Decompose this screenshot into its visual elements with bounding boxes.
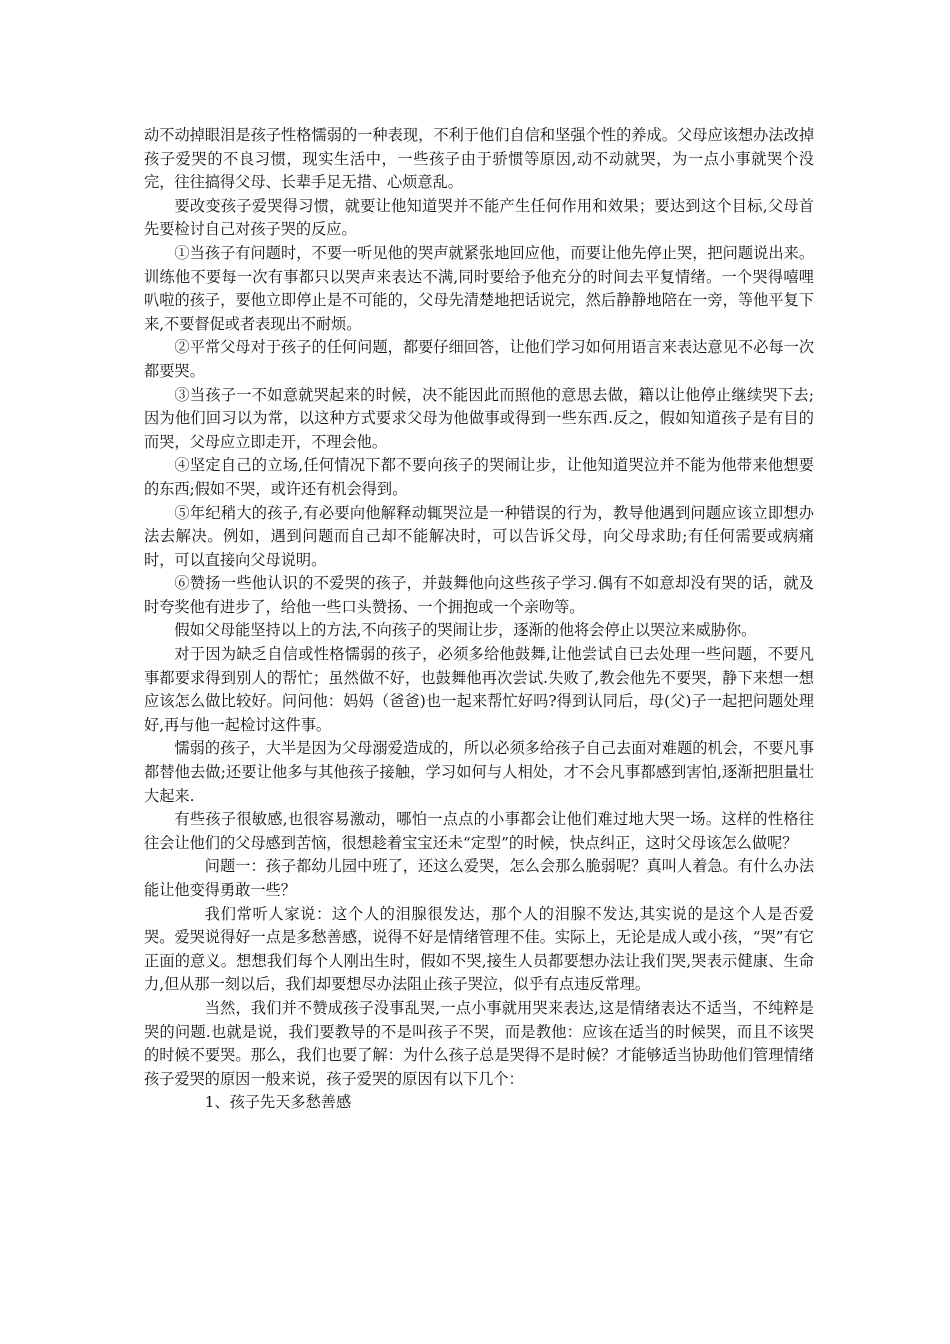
paragraph-tip-1: ①当孩子有问题时，不要一听见他的哭声就紧张地回应他，而要让他先停止哭，把问题说出来。训练他不要每一次有事都只以哭声来表达不满,同时要给予他充分的时间去平复情绪。一个哭得嘻哩叭啦的孩子，要他立即停止是不可能的，父母先清楚地把话说完，然后静静地陪在一旁，等他平复下来,不要督促或者表现出不耐烦。 xyxy=(144,243,814,333)
paragraph-tip-2: ②平常父母对于孩子的任何问题，都要仔细回答，让他们学习如何用语言来表达意见不必每一次都要哭。 xyxy=(144,338,814,380)
paragraph-timid: 懦弱的孩子，大半是因为父母溺爱造成的，所以必须多给孩子自己去面对难题的机会，不要凡事都替他去做;还要让他多与其他孩子接触，学习如何与人相处，才不会凡事都感到害怕,逐渐把胆量壮大起来. xyxy=(144,739,814,805)
paragraph-change-habit: 要改变孩子爱哭得习惯，就要让他知道哭并不能产生任何作用和效果；要达到这个目标,父母首先要检讨自己对孩子哭的反应。 xyxy=(144,196,814,239)
paragraph-persist: 假如父母能坚持以上的方法,不向孩子的哭闹让步，逐渐的他将会停止以哭泣来威胁你。 xyxy=(174,621,757,640)
paragraph-of-course: 当然，我们并不赞成孩子没事乱哭,一点小事就用哭来表达,这是情绪表达不适当，不纯粹是哭的问题.也就是说，我们要教导的不是叫孩子不哭，而是教他：应该在适当的时候哭，而且不该哭的时候不要哭。那么，我们也要了解：为什么孩子总是哭得不是时候？才能够适当协助他们管理情绪孩子爱哭的原因一般来说，孩子爱哭的原因有以下几个： xyxy=(144,998,814,1088)
paragraph-intro: 动不动掉眼泪是孩子性格懦弱的一种表现，不利于他们自信和坚强个性的养成。父母应该想办法改掉孩子爱哭的不良习惯，现实生活中，一些孩子由于骄惯等原因,动不动就哭，为一点小事就哭个没完，往往搞得父母、长辈手足无措、心烦意乱。 xyxy=(144,126,814,192)
paragraph-tip-6: ⑥赞扬一些他认识的不爱哭的孩子，并鼓舞他向这些孩子学习.偶有不如意却没有哭的话，就及时夸奖他有进步了，给他一些口头赞扬、一个拥抱或一个亲吻等。 xyxy=(144,574,814,616)
paragraph-tip-3: ③当孩子一不如意就哭起来的时候，决不能因此而照他的意思去做，籍以让他停止继续哭下去;因为他们回习以为常，以这种方式要求父母为他做事或得到一些东西.反之，假如知道孩子是有目的而哭，父母应立即走开，不理会他。 xyxy=(144,385,814,451)
document-body xyxy=(144,124,814,1115)
paragraph-sensitive: 有些孩子很敏感,也很容易激动，哪怕一点点的小事都会让他们难过地大哭一场。这样的性格往往会让他们的父母感到苦恼，很想趁着宝宝还未“定型”的时候，快点纠正，这时父母该怎么做呢？ xyxy=(144,810,814,852)
paragraph-tip-5: ⑤年纪稍大的孩子,有必要向他解释动辄哭泣是一种错误的行为，教导他遇到问题应该立即想办法去解决。例如，遇到问题而自己却不能解决时，可以告诉父母，向父母求助;有任何需要或病痛时，可以直接向父母说明。 xyxy=(144,503,814,569)
paragraph-question-one: 问题一：孩子都幼儿园中班了，还这么爱哭，怎么会那么脆弱呢？真叫人着急。有什么办法能让他变得勇敢一些？ xyxy=(144,857,814,899)
list-heading-1: 1、孩子先天多愁善感 xyxy=(204,1093,352,1112)
paragraph-tip-4: ④坚定自己的立场,任何情况下都不要向孩子的哭闹让步，让他知道哭泣并不能为他带来他想要的东西;假如不哭，或许还有机会得到。 xyxy=(144,456,814,498)
paragraph-tear-glands: 我们常听人家说：这个人的泪腺很发达，那个人的泪腺不发达,其实说的是这个人是否爱哭。爱哭说得好一点是多愁善感，说得不好是情绪管理不佳。实际上，无论是成人或小孩，“哭”有它正面的意义。想想我们每个人刚出生时，假如不哭,接生人员都要想办法让我们哭,哭表示健康、生命力,但从那一刻以后，我们却要想尽办法阻止孩子哭泣，似乎有点违反常理。 xyxy=(144,904,814,994)
paragraph-confidence: 对于因为缺乏自信或性格懦弱的孩子，必须多给他鼓舞,让他尝试自已去处理一些问题，不要凡事都要求得到别人的帮忙；虽然做不好，也鼓舞他再次尝试.失败了,教会他先不要哭，静下来想一想应该怎么做比较好。问问他：妈妈（爸爸)也一起来帮忙好吗?得到认同后，母(父)子一起把问题处理好,再与他一起检讨这件事。 xyxy=(144,645,814,734)
